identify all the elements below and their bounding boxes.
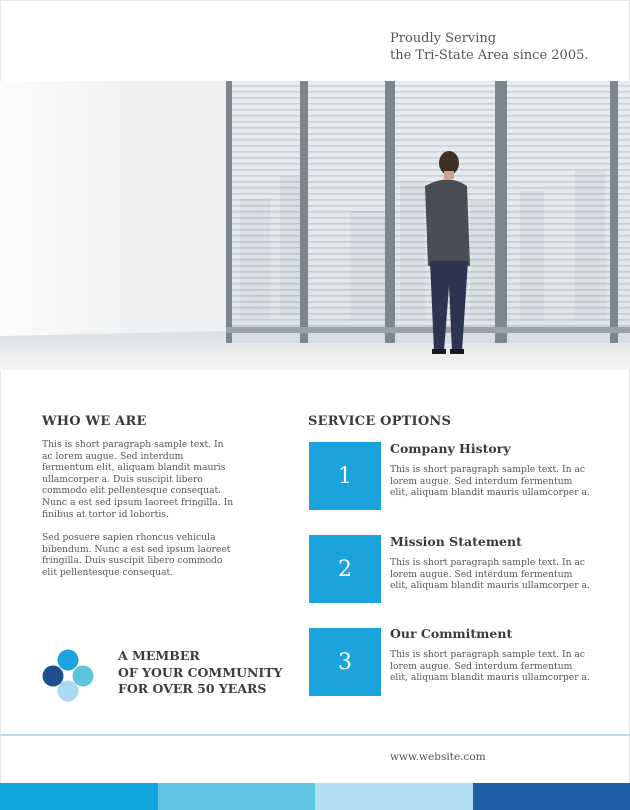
member-line-2: OF YOUR COMMUNITY xyxy=(118,664,283,680)
about-paragraph-1: This is short paragraph sample text. In ac lorem augue. Sed interdum fermentum elit, aliquam blandit mauris ullamcorper a. Duis suscipit libero commodo elit pellentesque consequat. Nunc a est sed ipsum laoreet fringilla. In finibus at tortor id lobortis. xyxy=(42,439,234,520)
tagline xyxy=(390,30,589,64)
member-line-1: A MEMBER xyxy=(118,648,200,663)
footer-bar-segment-3 xyxy=(315,783,473,810)
about-paragraph-2: Sed posuere sapien rhoncus vehicula bibendum. Nunc a est sed ipsum laoreet fringilla. Duis suscipit libero commodo elit pellentesque consequat. xyxy=(42,532,231,578)
four-circle-logo-icon xyxy=(40,648,98,708)
hero-illustration xyxy=(0,81,630,370)
footer-color-bar xyxy=(0,783,630,810)
footer-bar-segment-2 xyxy=(158,783,316,810)
service-number-3: 3 xyxy=(309,628,381,696)
service-title-our-commitment: Our Commitment xyxy=(390,626,513,641)
member-statement xyxy=(118,648,282,698)
tagline-line-1: Proudly Serving xyxy=(390,31,497,46)
service-options-title: SERVICE OPTIONS xyxy=(308,414,452,429)
footer-bar-segment-1 xyxy=(0,783,158,810)
who-we-are-title: WHO WE ARE xyxy=(42,414,147,429)
service-text-2: This is short paragraph sample text. In ac lorem augue. Sed interdum fermentum elit, aliquam blandit mauris ullamcorper a. xyxy=(390,557,590,592)
website-link[interactable]: www.website.com xyxy=(390,751,486,763)
hero-image xyxy=(0,81,630,370)
service-title-company-history: Company History xyxy=(390,441,511,456)
who-we-are-body xyxy=(42,439,237,591)
service-text-3: This is short paragraph sample text. In ac lorem augue. Sed interdum fermentum elit, aliquam blandit mauris ullamcorper a. xyxy=(390,649,590,684)
service-text-1: This is short paragraph sample text. In ac lorem augue. Sed interdum fermentum elit, aliquam blandit mauris ullamcorper a. xyxy=(390,464,590,499)
service-number-2: 2 xyxy=(309,535,381,603)
member-line-3: FOR OVER 50 YEARS xyxy=(118,681,267,696)
service-number-1: 1 xyxy=(309,442,381,510)
service-title-mission-statement: Mission Statement xyxy=(390,534,522,549)
footer-divider xyxy=(0,734,630,736)
tagline-line-2: the Tri-State Area since 2005. xyxy=(390,48,589,63)
footer-bar-segment-4 xyxy=(473,783,630,810)
